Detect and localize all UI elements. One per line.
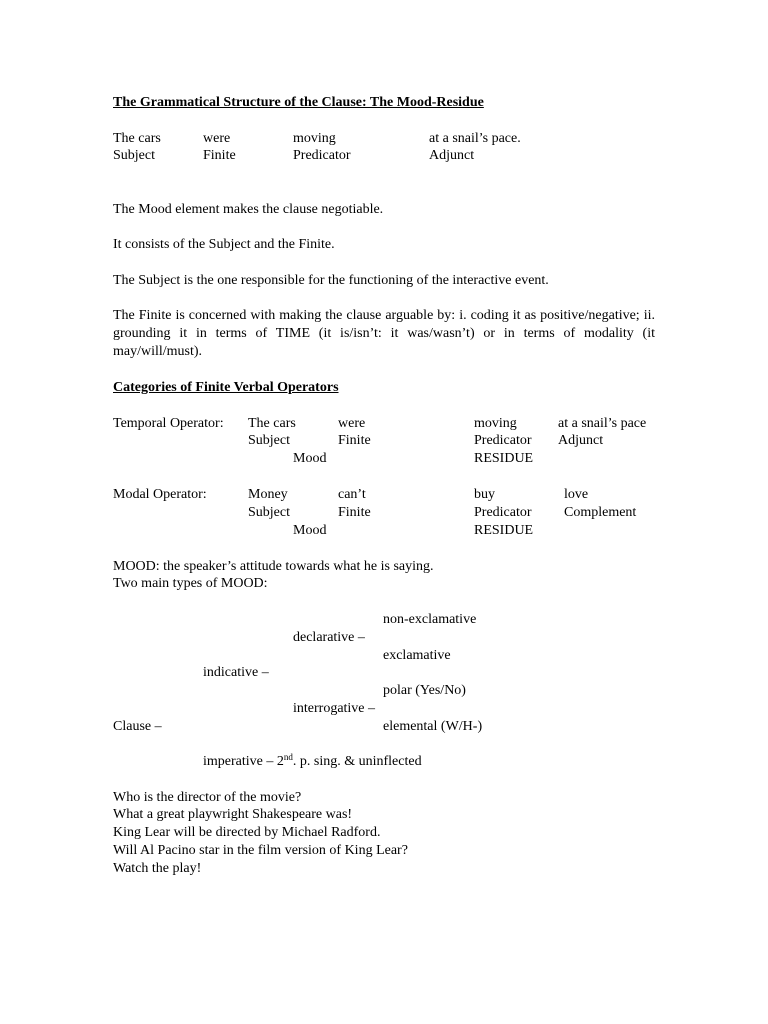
modal-word-finite: can’t — [338, 487, 366, 502]
tree-imperative-suffix: . p. sing. & uninflected — [292, 754, 422, 769]
example-label-subject: Subject — [113, 148, 155, 163]
temporal-word-adjunct: at a snail’s pace — [558, 416, 647, 431]
tree-non-exclamative: non-exclamative — [383, 612, 477, 627]
modal-role-finite: Finite — [338, 505, 371, 520]
tree-clause: Clause – — [113, 719, 162, 734]
example-label-finite: Finite — [203, 148, 236, 163]
example-word-predicator: moving — [293, 131, 336, 146]
temporal-mood-label: Mood — [293, 451, 327, 466]
tree-declarative: declarative – — [293, 630, 365, 645]
paragraph-subject-responsible: The Subject is the one responsible for the functioning of the interactive event. — [113, 273, 549, 288]
example-sentence: Watch the play! — [113, 861, 202, 876]
modal-operator-label: Modal Operator: — [113, 487, 207, 502]
modal-word-predicator: buy — [474, 487, 495, 502]
tree-imperative — [203, 753, 422, 771]
modal-residue-label: RESIDUE — [474, 523, 534, 538]
example-sentence: King Lear will be directed by Michael Radford. — [113, 825, 381, 840]
temporal-role-predicator: Predicator — [474, 433, 532, 448]
example-sentence: Will Al Pacino star in the film version of King Lear? — [113, 843, 408, 858]
modal-role-predicator: Predicator — [474, 505, 532, 520]
modal-role-subject: Subject — [248, 505, 290, 520]
temporal-operator-label: Temporal Operator: — [113, 416, 224, 431]
temporal-role-finite: Finite — [338, 433, 371, 448]
temporal-word-subject: The cars — [248, 416, 296, 431]
paragraph-finite-arguable: The Finite is concerned with making the clause arguable by: i. coding it as positive/negative; ii. grounding it in terms of TIME (it is/isn’t: it was/wasn’t) or in terms of modality (it may/will/must). — [113, 308, 655, 359]
example-sentence: Who is the director of the movie? — [113, 790, 302, 805]
tree-exclamative: exclamative — [383, 648, 451, 663]
temporal-role-subject: Subject — [248, 433, 290, 448]
mood-types-intro: Two main types of MOOD: — [113, 576, 268, 591]
modal-mood-label: Mood — [293, 523, 327, 538]
example-sentence: What a great playwright Shakespeare was! — [113, 807, 353, 822]
example-word-finite: were — [203, 131, 231, 146]
temporal-role-adjunct: Adjunct — [558, 433, 604, 448]
temporal-residue-label: RESIDUE — [474, 451, 534, 466]
modal-role-complement: Complement — [564, 505, 637, 520]
temporal-word-predicator: moving — [474, 416, 517, 431]
paragraph-mood-consists: It consists of the Subject and the Finite. — [113, 237, 335, 252]
temporal-word-finite: were — [338, 416, 366, 431]
section-heading-finite-operators: Categories of Finite Verbal Operators — [113, 380, 339, 395]
page-title: The Grammatical Structure of the Clause: The Mood-Residue — [113, 95, 484, 110]
tree-interrogative: interrogative – — [293, 701, 376, 716]
example-word-subject: The cars — [113, 131, 161, 146]
tree-polar: polar (Yes/No) — [383, 683, 466, 698]
tree-imperative-superscript: nd — [283, 752, 293, 762]
example-label-adjunct: Adjunct — [429, 148, 475, 163]
modal-word-complement: love — [564, 487, 589, 502]
tree-imperative-prefix: imperative – 2 — [203, 754, 284, 769]
tree-indicative: indicative – — [203, 665, 269, 680]
example-label-predicator: Predicator — [293, 148, 351, 163]
tree-elemental: elemental (W/H-) — [383, 719, 483, 734]
modal-word-subject: Money — [248, 487, 288, 502]
mood-definition: MOOD: the speaker’s attitude towards what he is saying. — [113, 559, 434, 574]
paragraph-mood-negotiable: The Mood element makes the clause negotiable. — [113, 202, 384, 217]
example-word-adjunct: at a snail’s pace. — [429, 131, 521, 146]
